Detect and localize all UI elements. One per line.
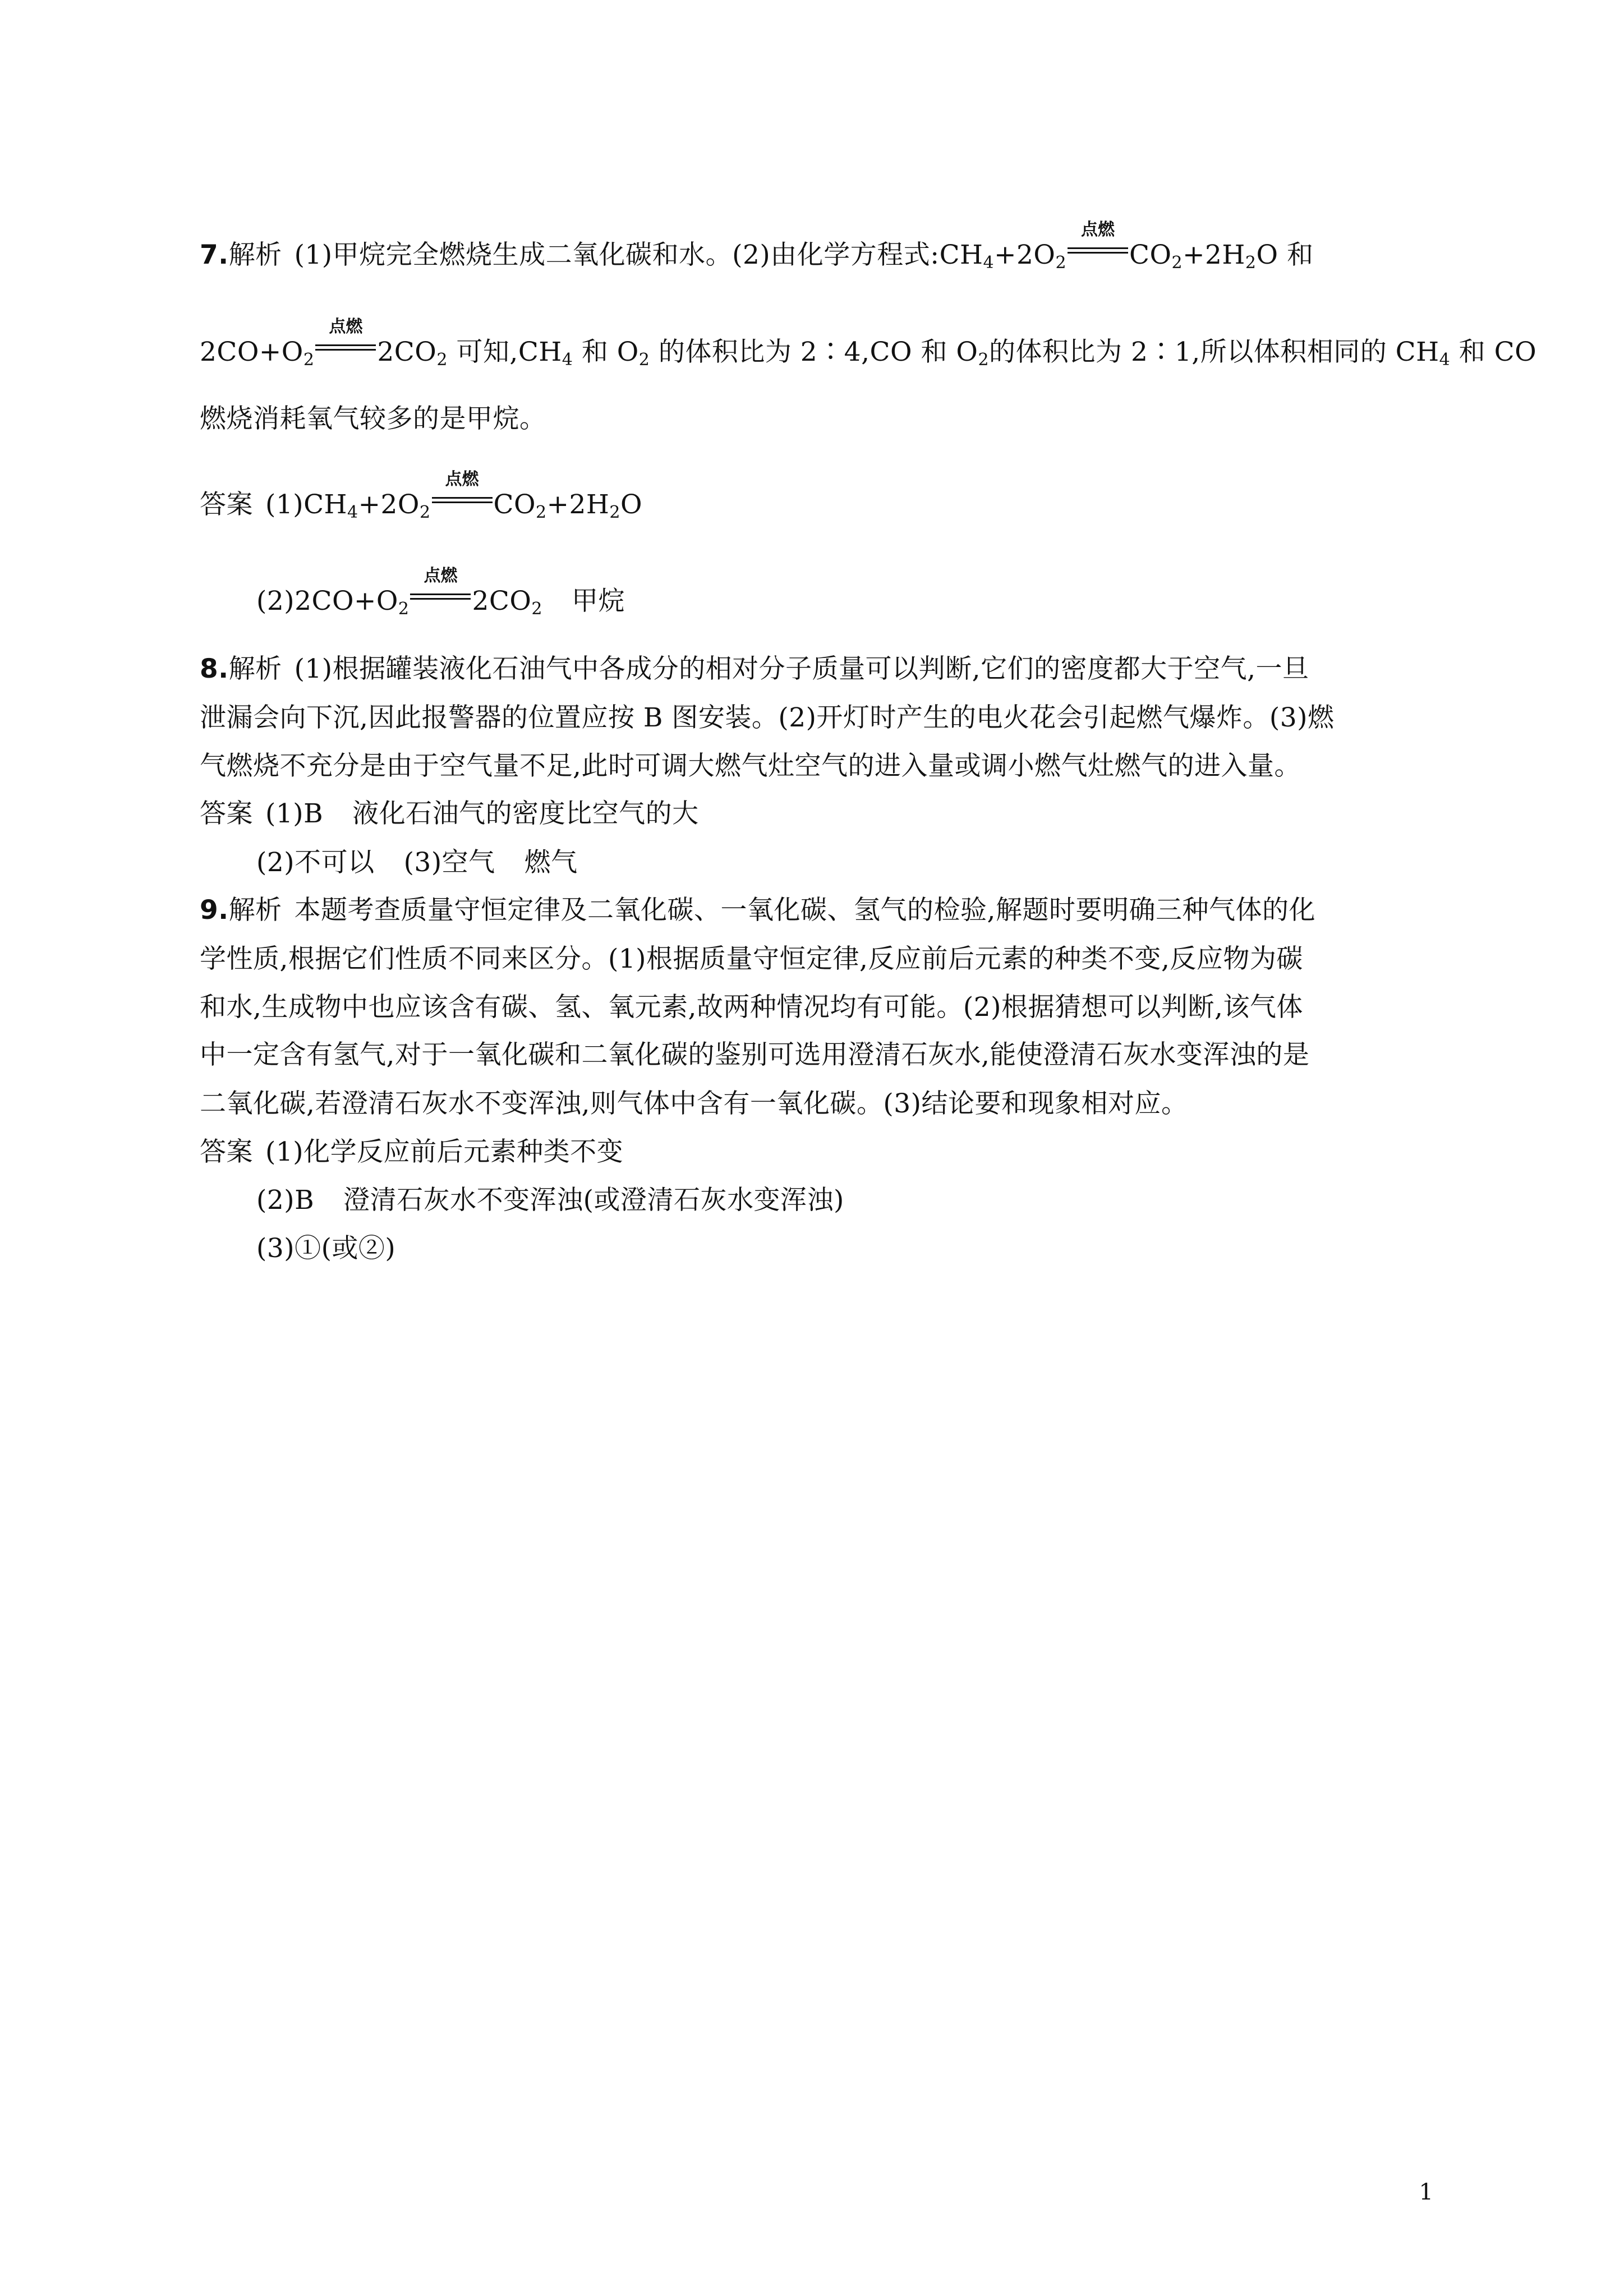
- q7-number: 7.: [200, 240, 229, 270]
- q7-analysis-tag: 解析: [228, 240, 282, 270]
- q8-line-2: 泄漏会向下沉,因此报警器的位置应按 B 图安装。(2)开灯时产生的电火花会引起燃气爆炸。(3)燃: [200, 702, 1335, 733]
- equation-co-combustion: $2CO+O_2$ 点燃 $2CO_2$: [200, 317, 448, 370]
- q9-analysis-tag: 解析: [228, 895, 282, 926]
- q8-line-3: 气燃烧不充分是由于空气量不足,此时可调大燃气灶空气的进入量或调小燃气灶燃气的进入量。: [200, 751, 1301, 781]
- q7-line1-text: (1)甲烷完全燃烧生成二氧化碳和水。(2)由化学方程式:: [294, 240, 940, 270]
- reaction-condition: 点燃: [410, 589, 471, 617]
- q7-answer-1: 答案 $(1)CH_4+2O_2$ 点燃 $CO_2+2H_2O$: [200, 470, 643, 522]
- reaction-condition: 点燃: [432, 493, 493, 521]
- q9-line-5: 二氧化碳,若澄清石灰水不变浑浊,则气体中含有一氧化碳。(3)结论要和现象相对应。: [200, 1088, 1188, 1119]
- q8-analysis-tag: 解析: [228, 654, 282, 684]
- q7-line-3: 燃烧消耗氧气较多的是甲烷。: [200, 403, 546, 434]
- reaction-condition: 点燃: [315, 340, 376, 368]
- q8-answer-2: (2)不可以 (3)空气 燃气: [256, 847, 578, 878]
- q9-answer-3: (3)①(或②): [256, 1233, 396, 1264]
- q8-answer-1: 答案 (1)B 液化石油气的密度比空气的大: [200, 798, 699, 829]
- q7-line-1: 7.解析 (1)甲烷完全燃烧生成二氧化碳和水。(2)由化学方程式$:CH_4+2O_2$ 点燃 $CO_2+2H_2O$ 和: [200, 220, 1314, 273]
- page-number: 1: [1419, 2179, 1433, 2205]
- q9-answer-tag: 答案: [200, 1137, 253, 1167]
- q7-answer-tag: 答案: [200, 489, 253, 520]
- q7-answer-2: $(2)2CO+O_2$ 点燃 $2CO_2$ 甲烷: [256, 566, 625, 619]
- equation-ch4-combustion: $CH_4+2O_2$ 点燃 $CO_2+2H_2O$: [939, 220, 1278, 273]
- q8-answer-tag: 答案: [200, 798, 253, 829]
- q9-number: 9.: [200, 895, 229, 926]
- q9-line-3: 和水,生成物中也应该含有碳、氢、氧元素,故两种情况均有可能。(2)根据猜想可以判断,该气体: [200, 992, 1303, 1023]
- q9-answer-2: (2)B 澄清石灰水不变浑浊(或澄清石灰水变浑浊): [256, 1185, 844, 1216]
- q7-line-2: $2CO+O_2$ 点燃 $2CO_2$ 可知$,CH_4$ 和 $O_2$ 的体积比为 2∶4,CO 和 $O_2$的体积比为 2∶1,所以体积相同的 $CH_4$ 和 CO: [200, 317, 1537, 370]
- q8-line-1: 8.解析 (1)根据罐装液化石油气中各成分的相对分子质量可以判断,它们的密度都大于空气,一旦: [200, 654, 1309, 684]
- reaction-condition: 点燃: [1068, 243, 1128, 271]
- q9-line-1: 9.解析 本题考查质量守恒定律及二氧化碳、一氧化碳、氢气的检验,解题时要明确三种气体的化: [200, 895, 1316, 926]
- q9-line-4: 中一定含有氢气,对于一氧化碳和二氧化碳的鉴别可选用澄清石灰水,能使澄清石灰水变浑浊的是: [200, 1039, 1310, 1070]
- q9-line-2: 学性质,根据它们性质不同来区分。(1)根据质量守恒定律,反应前后元素的种类不变,反应物为碳: [200, 944, 1303, 974]
- q9-answer-1: 答案 (1)化学反应前后元素种类不变: [200, 1137, 624, 1167]
- q8-number: 8.: [200, 654, 229, 684]
